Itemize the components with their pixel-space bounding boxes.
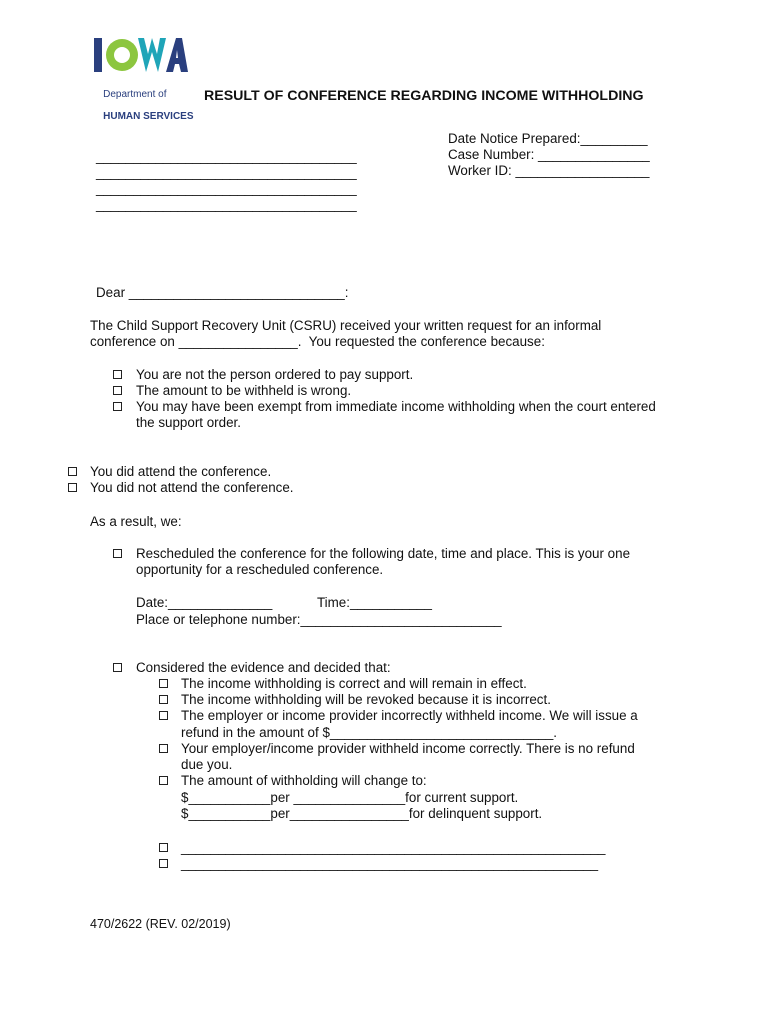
intro-line-2: conference on ________________. You requested the conference because: [90,334,545,349]
decision-label-continued: due you. [181,757,233,772]
reschedule-checkbox[interactable] [113,549,122,558]
worker-id-field: Worker ID: __________________ [448,163,650,178]
iowa-wordmark-icon [92,34,188,76]
decision-checkbox[interactable] [159,744,168,753]
reschedule-line-2: opportunity for a rescheduled conference. [136,562,384,577]
other-checkbox[interactable] [159,843,168,852]
considered-checkbox[interactable] [113,663,122,672]
decision-label-continued: refund in the amount of $______________________________. [181,725,558,740]
other-checkbox[interactable] [159,859,168,868]
other-line: ________________________________________________________ [181,856,599,871]
as-result-heading: As a result, we: [90,514,182,529]
address-line: ___________________________________ [96,181,357,196]
address-line: ___________________________________ [96,197,357,212]
attended-checkbox[interactable] [68,467,77,476]
decision-label: The income withholding will be revoked because it is incorrect. [181,692,551,707]
reason-checkbox[interactable] [113,370,122,379]
logo-dept-line2: HUMAN SERVICES [103,111,194,122]
date-notice-field: Date Notice Prepared:_________ [448,131,648,146]
reason-label: The amount to be withheld is wrong. [136,383,352,398]
attended-label: You did attend the conference. [90,464,272,479]
decision-checkbox[interactable] [159,679,168,688]
not-attended-checkbox[interactable] [68,483,77,492]
form-number: 470/2622 (REV. 02/2019) [90,917,231,931]
decision-label: Your employer/income provider withheld income correctly. There is no refund [181,741,635,756]
reschedule-date-field: Date:______________ [136,595,273,610]
decision-checkbox[interactable] [159,776,168,785]
decision-label: The amount of withholding will change to: [181,773,427,788]
decision-checkbox[interactable] [159,695,168,704]
reason-label: You may have been exempt from immediate income withholding when the court entered [136,399,656,414]
reschedule-place-field: Place or telephone number:___________________________ [136,612,502,627]
reason-label: You are not the person ordered to pay support. [136,367,414,382]
reason-label-continued: the support order. [136,415,241,430]
address-line: ___________________________________ [96,149,357,164]
iowa-dhs-logo [92,34,194,122]
current-support-field: $___________per _______________for current support. [181,790,519,805]
delinquent-support-field: $___________per________________for delinquent support. [181,806,543,821]
reason-checkbox[interactable] [113,386,122,395]
reschedule-line-1: Rescheduled the conference for the following date, time and place. This is your one [136,546,631,561]
address-line: ___________________________________ [96,165,357,180]
decision-label: The income withholding is correct and will remain in effect. [181,676,527,691]
page-title: RESULT OF CONFERENCE REGARDING INCOME WITHHOLDING [204,88,644,104]
logo-dept-line1: Department of [103,89,167,100]
other-line: _________________________________________________________ [181,840,606,855]
reason-checkbox[interactable] [113,402,122,411]
decision-checkbox[interactable] [159,711,168,720]
reschedule-time-field: Time:___________ [317,595,432,610]
not-attended-label: You did not attend the conference. [90,480,294,495]
intro-line-1: The Child Support Recovery Unit (CSRU) received your written request for an informal [90,318,602,333]
considered-heading: Considered the evidence and decided that: [136,660,391,675]
decision-label: The employer or income provider incorrectly withheld income. We will issue a [181,708,638,723]
case-number-field: Case Number: _______________ [448,147,650,162]
salutation: Dear _____________________________: [96,285,349,300]
